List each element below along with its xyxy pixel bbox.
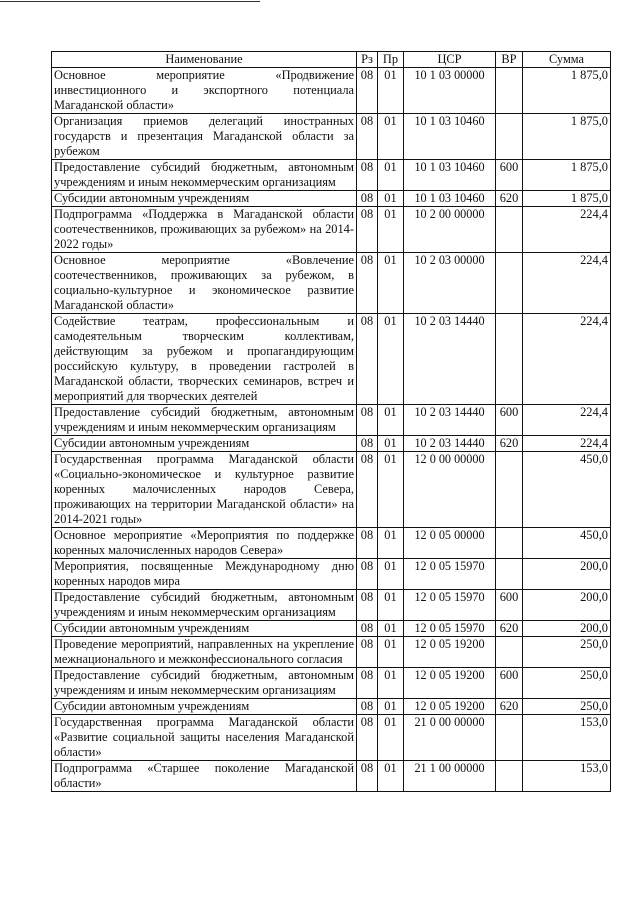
row-sum: 224,4 xyxy=(523,253,611,314)
row-name: Субсидии автономным учреждениям xyxy=(52,436,357,452)
row-sum: 250,0 xyxy=(523,637,611,668)
row-sum: 200,0 xyxy=(523,559,611,590)
row-rz: 08 xyxy=(357,314,378,405)
row-csr: 21 0 00 00000 xyxy=(404,715,496,761)
table-row xyxy=(52,405,611,436)
row-sum: 450,0 xyxy=(523,452,611,528)
budget-table xyxy=(51,51,611,792)
row-rz: 08 xyxy=(357,160,378,191)
row-vr xyxy=(496,452,523,528)
row-csr: 10 2 03 00000 xyxy=(404,253,496,314)
row-rz: 08 xyxy=(357,668,378,699)
row-pr: 01 xyxy=(378,68,404,114)
row-csr: 12 0 05 15970 xyxy=(404,590,496,621)
row-rz: 08 xyxy=(357,436,378,452)
row-csr: 10 1 03 10460 xyxy=(404,191,496,207)
row-name: Государственная программа Магаданской области «Развитие социальной защиты населения Магаданской области» xyxy=(52,715,357,761)
header-vr: ВР xyxy=(496,52,523,68)
row-pr: 01 xyxy=(378,191,404,207)
row-sum: 450,0 xyxy=(523,528,611,559)
row-csr: 10 2 03 14440 xyxy=(404,405,496,436)
row-rz: 08 xyxy=(357,68,378,114)
row-vr xyxy=(496,68,523,114)
row-rz: 08 xyxy=(357,191,378,207)
row-vr xyxy=(496,114,523,160)
row-pr: 01 xyxy=(378,528,404,559)
row-sum: 224,4 xyxy=(523,207,611,253)
row-name: Субсидии автономным учреждениям xyxy=(52,191,357,207)
row-name: Предоставление субсидий бюджетным, автономным учреждениям и иным некоммерческим организациям xyxy=(52,160,357,191)
row-rz: 08 xyxy=(357,715,378,761)
table-row xyxy=(52,699,611,715)
row-name: Предоставление субсидий бюджетным, автономным учреждениям и иным некоммерческим организациям xyxy=(52,668,357,699)
row-pr: 01 xyxy=(378,405,404,436)
table-row xyxy=(52,68,611,114)
row-pr: 01 xyxy=(378,559,404,590)
table-row xyxy=(52,637,611,668)
row-pr: 01 xyxy=(378,207,404,253)
row-rz: 08 xyxy=(357,253,378,314)
row-name: Подпрограмма «Поддержка в Магаданской области соотечественников, проживающих за рубежом» на 2014-2022 годы» xyxy=(52,207,357,253)
table-row xyxy=(52,761,611,792)
row-vr xyxy=(496,761,523,792)
row-name: Предоставление субсидий бюджетным, автономным учреждениям и иным некоммерческим организациям xyxy=(52,405,357,436)
row-pr: 01 xyxy=(378,621,404,637)
row-rz: 08 xyxy=(357,207,378,253)
row-csr: 12 0 05 19200 xyxy=(404,637,496,668)
row-sum: 200,0 xyxy=(523,621,611,637)
row-vr xyxy=(496,314,523,405)
row-sum: 224,4 xyxy=(523,405,611,436)
row-vr: 600 xyxy=(496,590,523,621)
row-vr: 600 xyxy=(496,405,523,436)
row-pr: 01 xyxy=(378,761,404,792)
row-vr: 600 xyxy=(496,668,523,699)
table-row xyxy=(52,114,611,160)
table-row xyxy=(52,559,611,590)
header-row xyxy=(52,52,611,68)
row-csr: 12 0 05 15970 xyxy=(404,559,496,590)
row-name: Основное мероприятие «Мероприятия по поддержке коренных малочисленных народов Севера» xyxy=(52,528,357,559)
row-pr: 01 xyxy=(378,668,404,699)
row-name: Субсидии автономным учреждениям xyxy=(52,621,357,637)
row-pr: 01 xyxy=(378,452,404,528)
row-csr: 12 0 05 00000 xyxy=(404,528,496,559)
row-rz: 08 xyxy=(357,761,378,792)
row-name: Содействие театрам, профессиональным и самодеятельным творческим коллективам, действующим за рубежом и пропагандирующим российскую культуру, в проведении гастролей в Магаданской области, творческих семинаров, встреч и мероприятий для творческих деятелей xyxy=(52,314,357,405)
row-csr: 10 2 00 00000 xyxy=(404,207,496,253)
row-name: Субсидии автономным учреждениям xyxy=(52,699,357,715)
row-name: Подпрограмма «Старшее поколение Магаданской области» xyxy=(52,761,357,792)
row-rz: 08 xyxy=(357,590,378,621)
row-csr: 10 1 03 10460 xyxy=(404,160,496,191)
table-row xyxy=(52,436,611,452)
row-sum: 1 875,0 xyxy=(523,114,611,160)
row-sum: 153,0 xyxy=(523,715,611,761)
table-row xyxy=(52,715,611,761)
row-sum: 250,0 xyxy=(523,668,611,699)
header-pr: Пр xyxy=(378,52,404,68)
row-csr: 12 0 05 19200 xyxy=(404,668,496,699)
table-row xyxy=(52,590,611,621)
row-name: Организация приемов делегаций иностранных государств и презентация Магаданской области за рубежом xyxy=(52,114,357,160)
row-sum: 1 875,0 xyxy=(523,160,611,191)
row-rz: 08 xyxy=(357,637,378,668)
row-name: Государственная программа Магаданской области «Социально-экономическое и культурное развитие коренных малочисленных народов Севера, проживающих на территории Магаданской области» на 2014-2021 годы» xyxy=(52,452,357,528)
table-row xyxy=(52,452,611,528)
row-vr xyxy=(496,715,523,761)
top-rule xyxy=(0,1,260,2)
row-vr xyxy=(496,637,523,668)
row-name: Предоставление субсидий бюджетным, автономным учреждениям и иным некоммерческим организациям xyxy=(52,590,357,621)
row-pr: 01 xyxy=(378,715,404,761)
row-csr: 10 1 03 10460 xyxy=(404,114,496,160)
row-name: Основное мероприятие «Вовлечение соотечественников, проживающих за рубежом, в социально-культурное и экономическое развитие Магаданской области» xyxy=(52,253,357,314)
row-pr: 01 xyxy=(378,436,404,452)
row-csr: 12 0 05 19200 xyxy=(404,699,496,715)
row-vr: 620 xyxy=(496,191,523,207)
row-rz: 08 xyxy=(357,405,378,436)
header-name: Наименование xyxy=(52,52,357,68)
table-row xyxy=(52,668,611,699)
table-row xyxy=(52,528,611,559)
row-sum: 1 875,0 xyxy=(523,68,611,114)
row-csr: 21 1 00 00000 xyxy=(404,761,496,792)
row-pr: 01 xyxy=(378,637,404,668)
row-vr: 600 xyxy=(496,160,523,191)
header-csr: ЦСР xyxy=(404,52,496,68)
table-row xyxy=(52,191,611,207)
row-rz: 08 xyxy=(357,452,378,528)
row-vr: 620 xyxy=(496,436,523,452)
row-csr: 12 0 05 15970 xyxy=(404,621,496,637)
row-vr xyxy=(496,253,523,314)
row-sum: 224,4 xyxy=(523,314,611,405)
row-csr: 12 0 00 00000 xyxy=(404,452,496,528)
row-pr: 01 xyxy=(378,590,404,621)
row-sum: 200,0 xyxy=(523,590,611,621)
row-rz: 08 xyxy=(357,621,378,637)
table-row xyxy=(52,207,611,253)
row-sum: 224,4 xyxy=(523,436,611,452)
row-csr: 10 2 03 14440 xyxy=(404,436,496,452)
row-vr xyxy=(496,528,523,559)
row-vr xyxy=(496,207,523,253)
row-csr: 10 2 03 14440 xyxy=(404,314,496,405)
table-row xyxy=(52,314,611,405)
row-csr: 10 1 03 00000 xyxy=(404,68,496,114)
header-sum: Сумма xyxy=(523,52,611,68)
table-row xyxy=(52,160,611,191)
row-vr xyxy=(496,559,523,590)
row-rz: 08 xyxy=(357,699,378,715)
row-rz: 08 xyxy=(357,114,378,160)
row-name: Мероприятия, посвященные Международному дню коренных народов мира xyxy=(52,559,357,590)
row-name: Основное мероприятие «Продвижение инвестиционного и экспортного потенциала Магаданской области» xyxy=(52,68,357,114)
row-pr: 01 xyxy=(378,160,404,191)
row-vr: 620 xyxy=(496,621,523,637)
row-vr: 620 xyxy=(496,699,523,715)
row-pr: 01 xyxy=(378,114,404,160)
row-name: Проведение мероприятий, направленных на укрепление межнационального и межконфессионального согласия xyxy=(52,637,357,668)
row-pr: 01 xyxy=(378,253,404,314)
row-rz: 08 xyxy=(357,559,378,590)
header-rz: Рз xyxy=(357,52,378,68)
row-pr: 01 xyxy=(378,699,404,715)
table-row xyxy=(52,253,611,314)
row-sum: 250,0 xyxy=(523,699,611,715)
row-sum: 1 875,0 xyxy=(523,191,611,207)
row-sum: 153,0 xyxy=(523,761,611,792)
row-pr: 01 xyxy=(378,314,404,405)
row-rz: 08 xyxy=(357,528,378,559)
table-row xyxy=(52,621,611,637)
